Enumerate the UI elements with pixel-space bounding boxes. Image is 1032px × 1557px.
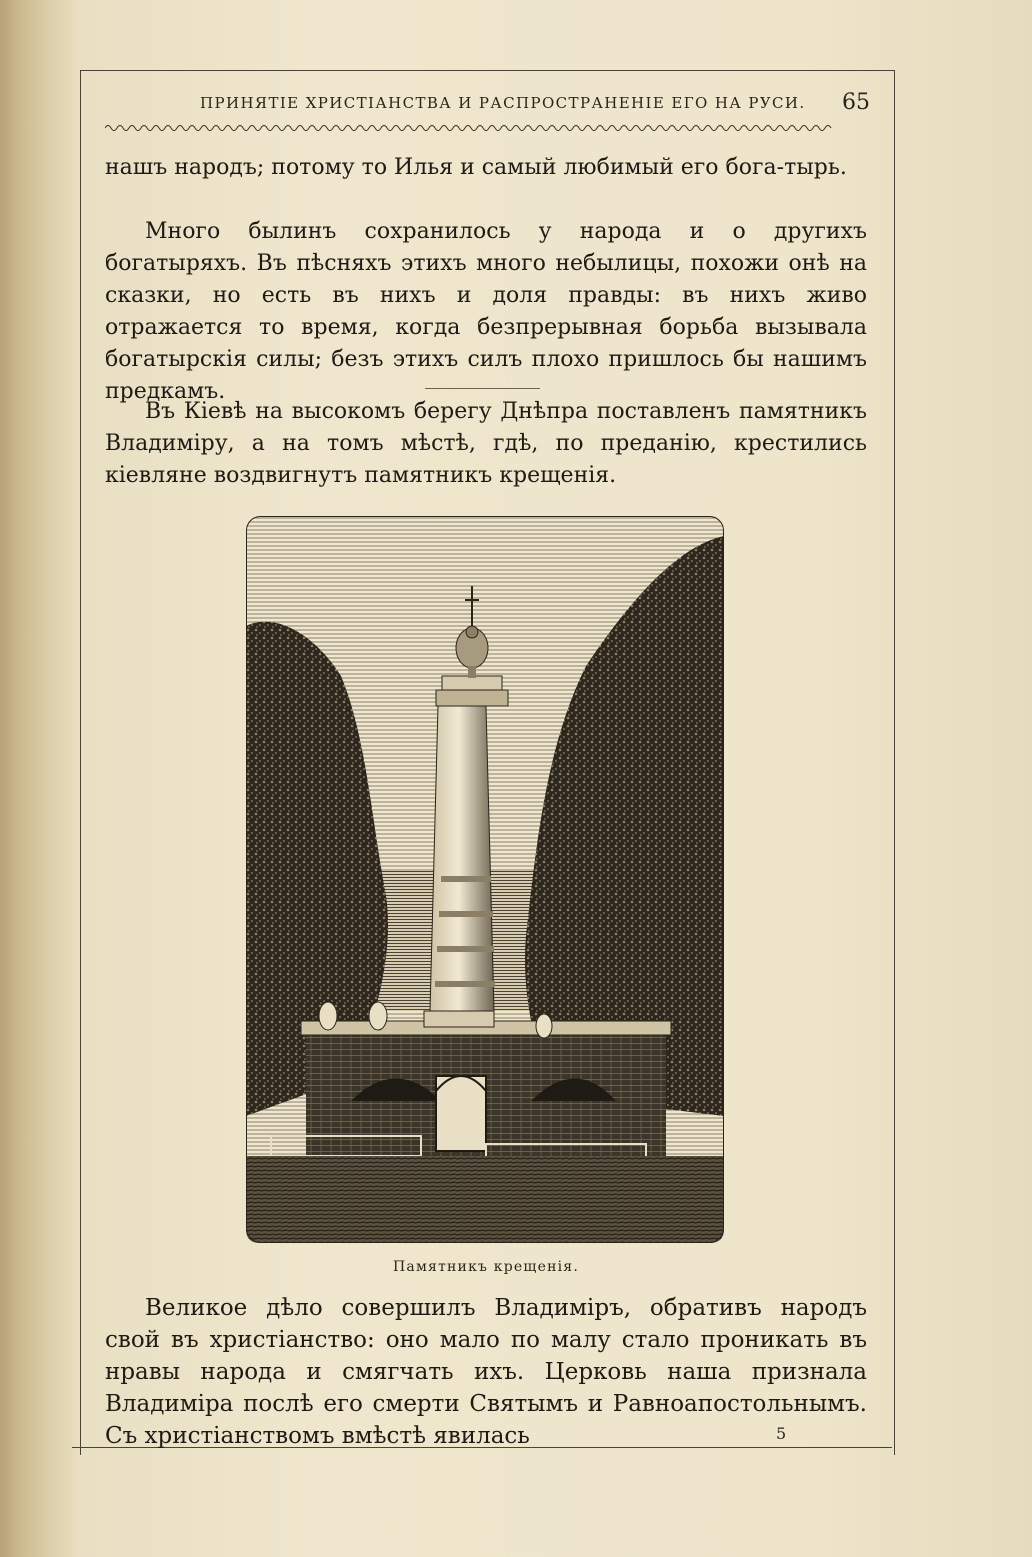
page-header (105, 92, 870, 122)
page-number: 65 (842, 90, 870, 115)
frame-top-rule (80, 70, 895, 71)
paragraph-3: Въ Кіевѣ на высокомъ берегу Днѣпра поставленъ памятникъ Владиміру, а на томъ мѣстѣ, гдѣ, по преданію, крестились кіевляне воздвигнутъ памятникъ крещенія. (105, 399, 867, 488)
running-head: ПРИНЯТІЕ ХРИСТІАНСТВА И РАСПРОСТРАНЕНІЕ ЕГО НА РУСИ. (200, 94, 806, 112)
signature-mark: 5 (776, 1424, 787, 1443)
frame-left-rule (80, 70, 81, 1455)
baptism-monument-engraving (246, 516, 724, 1243)
figure-caption: Памятникъ крещенія. (393, 1259, 579, 1275)
paragraph-2: Много былинъ сохранилось у народа и о другихъ богатыряхъ. Въ пѣсняхъ этихъ много небылицы, похожи онѣ на сказки, но есть въ нихъ и доля правды: въ нихъ живо отражается то время, когда безпрерывная борьба вызывала богатырскія силы; безъ этихъ силъ плохо пришлось бы нашимъ предкамъ. (105, 219, 867, 404)
frame-right-rule (894, 70, 895, 1455)
paragraph-1: нашъ народъ; потому то Илья и самый любимый его бога-тырь. (105, 155, 847, 180)
ornamental-wave-rule (105, 120, 870, 132)
section-divider (425, 388, 540, 389)
paragraph-4: Великое дѣло совершилъ Владиміръ, обративъ народъ свой въ христіанство: оно мало по малу стало проникать въ нравы народа и смягчать ихъ. Церковь наша признала Владиміра послѣ его смерти Святымъ и Равноапостольнымъ. Съ христіанствомъ вмѣстѣ явилась (105, 1295, 867, 1449)
